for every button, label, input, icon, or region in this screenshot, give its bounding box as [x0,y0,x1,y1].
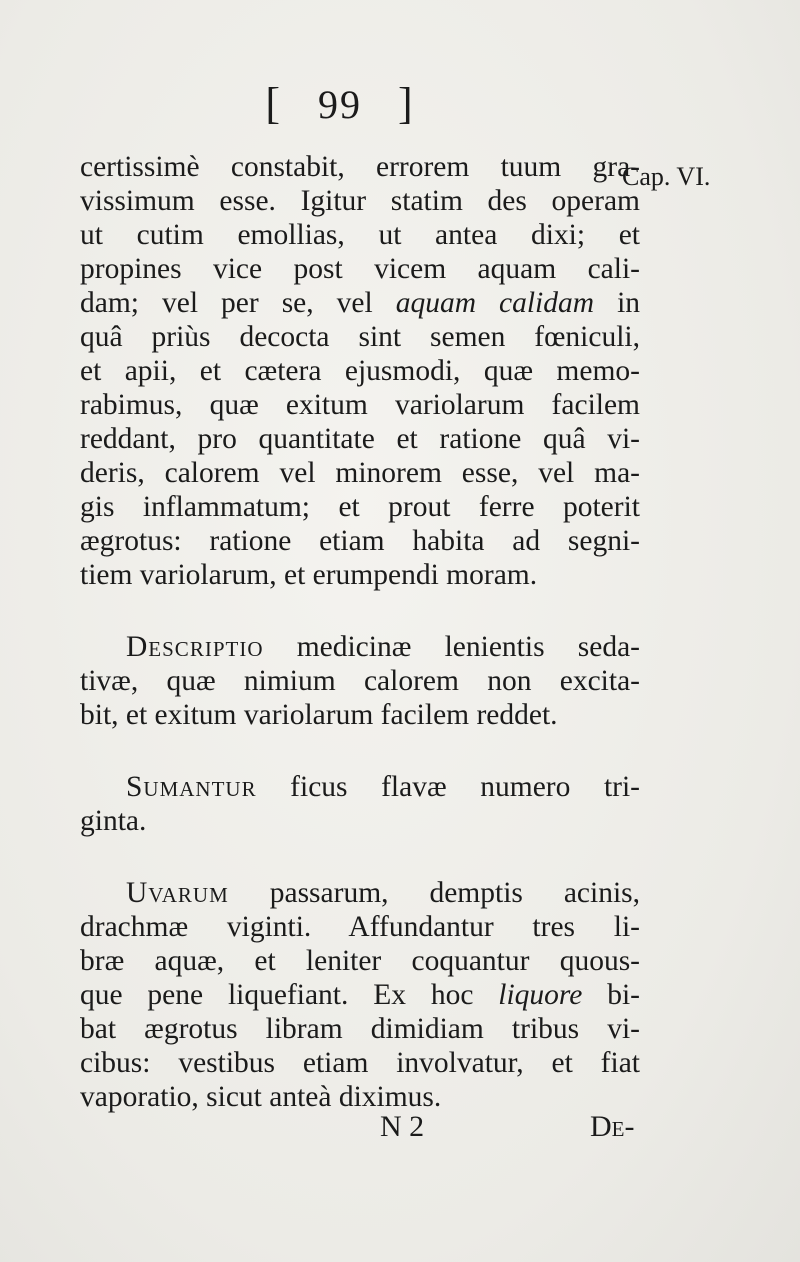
body-text [80,150,640,1114]
lead-word: Descriptio [126,631,264,663]
bracket-close: ] [398,79,415,128]
italic-phrase: aquam calidam [395,287,595,319]
lead-rest: ficus flavæ numero tri- [256,771,640,803]
paragraph-4-cont [80,910,640,1114]
bracket-open: [ [265,79,282,128]
text-line: bat ægrotus libram dimidiam tribus vi- [80,1013,640,1045]
text-line-lead [126,876,640,910]
text-line: gis inflammatum; et prout ferre poterit [80,491,640,523]
lead-word: Sumantur [126,771,257,803]
text-line: cibus: vestibus etiam involvatur, et fiat [80,1047,640,1079]
lead-rest: passarum, demptis acinis, [228,877,640,909]
text-line: et apii, et cætera ejusmodi, quæ memo- [80,355,640,387]
paragraph-1 [80,150,640,592]
lead-rest: medicinæ lenientis seda- [263,631,640,663]
text-line: rabimus, quæ exitum variolarum facilem [80,389,640,421]
text-line: certissimè constabit, errorem tuum gra- [80,151,640,183]
paragraph-3 [80,770,640,804]
text-line-lead [126,630,640,664]
text-line: bræ aquæ, et leniter coquantur quous- [80,945,640,977]
catchword: De- [590,1110,635,1143]
paragraph-2-cont [80,664,640,732]
italic-phrase: liquore [498,979,583,1011]
text-line: reddant, pro quantitate et ratione quâ vi- [80,423,640,455]
text-line: deris, calorem vel minorem esse, vel ma- [80,457,640,489]
text-line: ægrotus: ratione etiam habita ad segni- [80,525,640,557]
text-line: quâ priùs decocta sint semen fœniculi, [80,321,640,353]
paragraph-4 [80,876,640,910]
lead-word: Uvarum [126,877,229,909]
text-line: vissimum esse. Igitur statim des operam [80,185,640,217]
text-line: ut cutim emollias, ut antea dixi; et [80,219,640,251]
text-line: dam; vel per se, vel aquam calidam in [80,287,641,319]
text-line: que pene liquefiant. Ex hoc liquore bi- [80,979,640,1011]
text-line: propines vice post vicem aquam cali- [80,253,640,285]
text-line-lead [126,770,640,804]
chapter-margin-note: Cap. VI. [622,162,711,191]
page-number-header [0,78,680,129]
text-line: tiem variolarum, et erumpendi moram. [80,559,538,591]
paragraph-2 [80,630,640,664]
text-line: bit, et exitum variolarum facilem reddet. [80,699,558,731]
page-number: 99 [318,82,362,127]
text-line: vaporatio, sicut anteà diximus. [80,1081,442,1113]
paragraph-3-cont [80,804,640,838]
signature-mark: N 2 [380,1110,425,1143]
text-line: tivæ, quæ nimium calorem non excita- [80,665,640,697]
text-line: ginta. [80,805,147,837]
text-line: drachmæ viginti. Affundantur tres li- [80,911,640,943]
